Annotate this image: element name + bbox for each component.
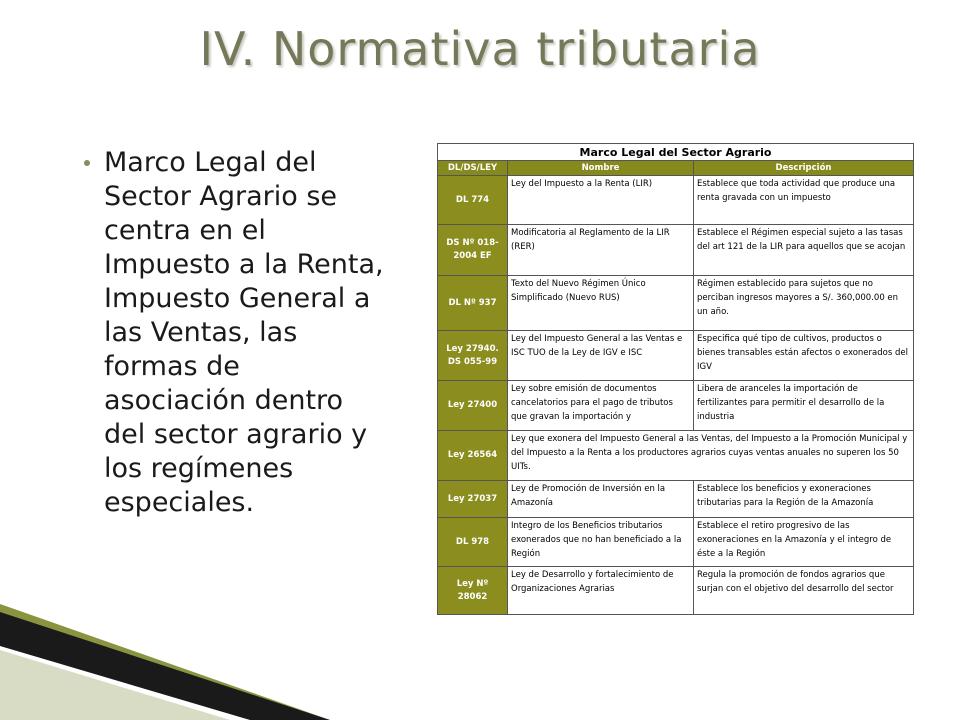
- row-code: DL 774: [438, 176, 508, 225]
- bullet-dot-icon: [84, 160, 90, 166]
- legal-framework-table: [437, 143, 913, 615]
- table-row: [438, 331, 914, 381]
- row-name: Ley del Impuesto a la Renta (LIR): [508, 176, 694, 225]
- row-code: Ley 27037: [438, 481, 508, 518]
- table-row: [438, 176, 914, 225]
- row-description: Establece el retiro progresivo de las exoneraciones en la Amazonía y el integro de éste a la Región: [694, 518, 914, 567]
- table-row: [438, 225, 914, 276]
- row-description: Libera de aranceles la importación de fertilizantes para permitir el desarrollo de la industria: [694, 381, 914, 431]
- table-row: [438, 276, 914, 331]
- row-name: Ley del Impuesto General a las Ventas e ISC TUO de la Ley de IGV e ISC: [508, 331, 694, 381]
- table-row: [438, 567, 914, 615]
- bullet-text-highlight: se centra: [104, 181, 338, 246]
- table-row: [438, 381, 914, 431]
- bullet-item: [84, 146, 384, 520]
- row-code: Ley 27400: [438, 381, 508, 431]
- row-name: Ley sobre emisión de documentos cancelatorios para el pago de tributos que gravan la importación y: [508, 381, 694, 431]
- table-row: [438, 431, 914, 481]
- table-caption: Marco Legal del Sector Agrario: [438, 144, 914, 161]
- header-description: Descripción: [694, 161, 914, 176]
- swoosh-green-band: [0, 604, 330, 720]
- row-code: DL 978: [438, 518, 508, 567]
- row-description: Régimen establecido para sujetos que no perciban ingresos mayores a S/. 360,000.00 en un año.: [694, 276, 914, 331]
- header-code: DL/DS/LEY: [438, 161, 508, 176]
- row-name: Ley de Promoción de Inversión en la Amazonía: [508, 481, 694, 518]
- row-name: Modificatoria al Reglamento de la LIR (RER): [508, 225, 694, 276]
- row-code: Ley 26564: [438, 431, 508, 481]
- row-name: Integro de los Beneficios tributarios exonerados que no han beneficiado a la Región: [508, 518, 694, 567]
- row-description: Establece los beneficios y exoneraciones tributarias para la Región de la Amazonía: [694, 481, 914, 518]
- table-row: [438, 518, 914, 567]
- swoosh-light-band: [0, 650, 230, 720]
- row-code: DS Nº 018-2004 EF: [438, 225, 508, 276]
- bullet-text-end: en el Impuesto a la Renta, Impuesto General a las Ventas, las formas de asociación dentro del sector agrario y los regímenes especiales.: [104, 215, 384, 518]
- header-name: Nombre: [508, 161, 694, 176]
- row-description: Establece que toda actividad que produce una renta gravada con un impuesto: [694, 176, 914, 225]
- row-description: Regula la promoción de fondos agrarios que surjan con el objetivo del desarrollo del sector: [694, 567, 914, 615]
- row-merged-description: Ley que exonera del Impuesto General a las Ventas, del Impuesto a la Promoción Municipal y del Impuesto a la Renta a los productores agrarios cuyas ventas anuales no superen los 50 UITs.: [508, 431, 914, 481]
- swoosh-dark-band: [0, 612, 330, 720]
- row-code: DL Nº 937: [438, 276, 508, 331]
- row-code: Ley 27940. DS 055-99: [438, 331, 508, 381]
- row-code: Ley Nº 28062: [438, 567, 508, 615]
- bullet-text-start: Marco Legal del Sector Agrario: [104, 147, 317, 212]
- row-name: Ley de Desarrollo y fortalecimiento de Organizaciones Agrarias: [508, 567, 694, 615]
- row-description: Establece el Régimen especial sujeto a las tasas del art 121 de la LIR para aquellos que se acojan: [694, 225, 914, 276]
- slide-title: IV. Normativa tributaria: [199, 22, 761, 76]
- table-row: [438, 481, 914, 518]
- bullet-text: [104, 146, 384, 520]
- row-name: Texto del Nuevo Régimen Único Simplificado (Nuevo RUS): [508, 276, 694, 331]
- row-description: Especifica qué tipo de cultivos, productos o bienes transables están afectos o exonerados del IGV: [694, 331, 914, 381]
